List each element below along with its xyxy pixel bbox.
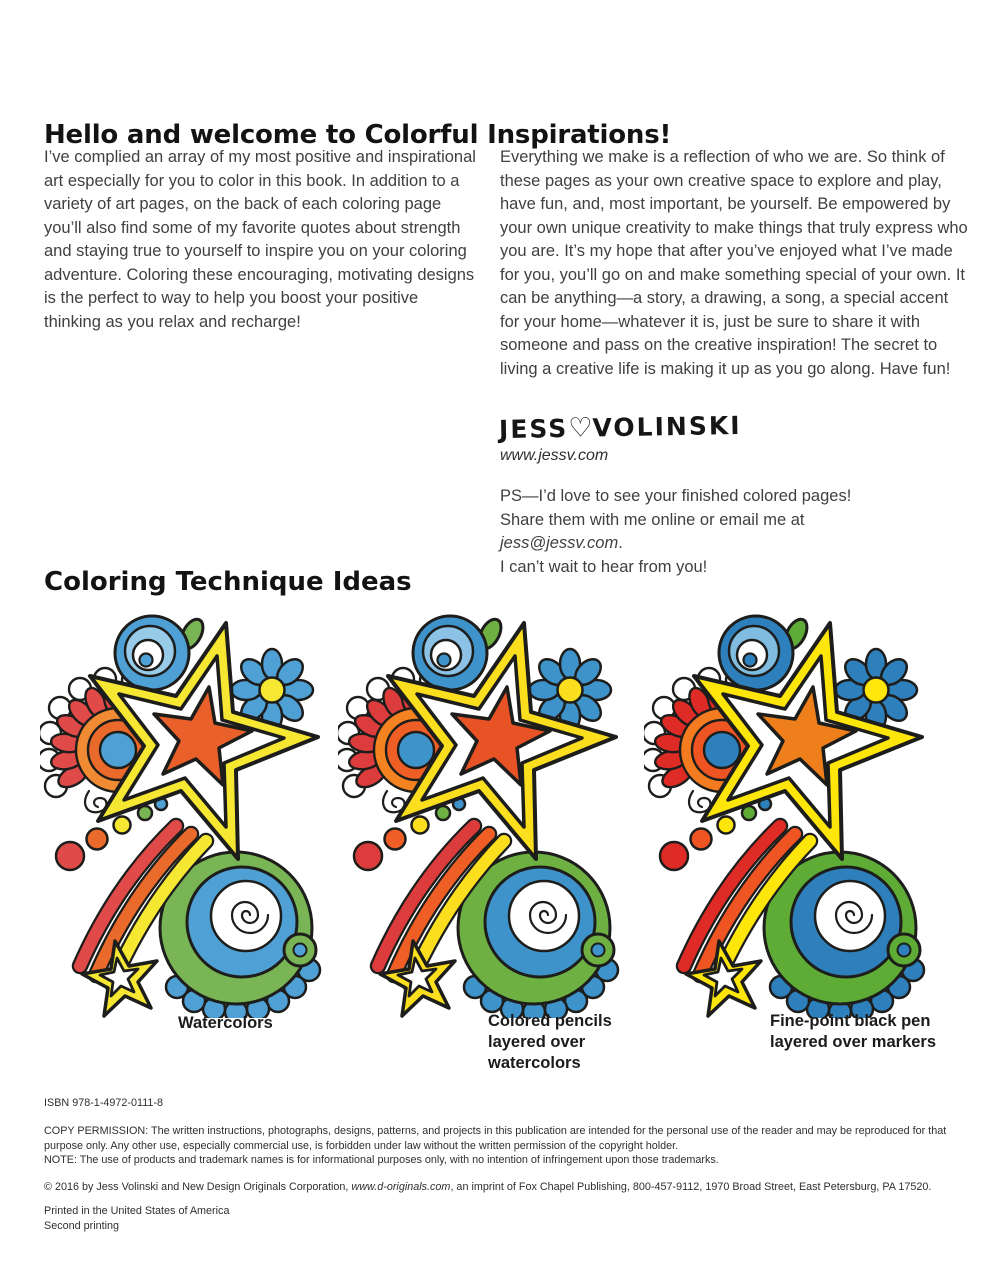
star-doodle-art — [644, 598, 944, 1018]
copy-permission-block — [44, 1124, 960, 1168]
author-signature — [499, 410, 742, 445]
star-doodle-art — [338, 598, 638, 1018]
technique-caption: Watercolors — [178, 1014, 273, 1032]
ps-period: . — [618, 534, 623, 552]
signature-last-name: VOLINSKI — [592, 410, 742, 443]
copy-permission-text: COPY PERMISSION: The written instructions, photographs, designs, patterns, and projects in this publication are intended for the personal use of the reader and may be reproduced for that purpose only. Any other use, especially commercial use, is forbidden under law without the written permission of the copyright holder. — [44, 1125, 947, 1152]
email-address: jess@jessv.com — [500, 534, 619, 552]
ps-line: I can’t wait to hear from you! — [500, 557, 708, 576]
technique-caption: Fine-point black pen layered over markers — [770, 1012, 937, 1051]
section-heading: Coloring Technique Ideas — [44, 566, 412, 597]
heart-icon: ♡ — [568, 412, 593, 444]
star-doodle-art — [40, 598, 340, 1018]
intro-paragraph-right: Everything we make is a reflection of who we are. So think of these pages as your own creative space to explore and play, have fun, and, most important, be yourself. Be empowered by your own unique creativity to make things that truly express who you are. It’s my hope that after you’ve enjoyed what I’ve made for you, you’ll go on and make something special of your own. It can be anything—a story, a drawing, a song, a special accent for your home—whatever it is, just be sure to share it with someone and pass on the creative inspiration! The secret to living a creative life is making it up as you go along. Have fun! — [500, 148, 968, 378]
illustration-watercolors — [40, 598, 340, 1023]
author-website: www.jessv.com — [500, 447, 609, 464]
signature-first-name: JESS — [498, 413, 569, 445]
ps-line: PS—I’d love to see your finished colored pages! — [500, 487, 852, 505]
isbn-text: ISBN 978-1-4972-0111-8 — [44, 1097, 164, 1109]
illustration-colored-pencils — [338, 598, 638, 1023]
intro-paragraph-left: I’ve complied an array of my most positive and inspirational art especially for you to color in this book. In addition to a variety of art pages, on the back of each coloring page you’ll also find some of my favorite quotes about strength and staying true to yourself to inspire you on your coloring adventure. Coloring these encouraging, motivating designs is the perfect to way to help you boost your positive thinking as you relax and recharge! — [44, 148, 476, 331]
printing-info — [44, 1204, 960, 1233]
ps-line — [500, 532, 968, 556]
copyright-text: © 2016 by Jess Volinski and New Design Originals Corporation, www.d-originals.com, an imprint of Fox Chapel Publishing, 800-457-9112, 1970 Broad Street, East Petersburg, PA 17520. — [44, 1181, 932, 1193]
ps-line: Share them with me online or email me at — [500, 510, 805, 529]
printing-text: Second printing — [44, 1219, 120, 1232]
ps-paragraph — [500, 485, 968, 579]
printed-text: Printed in the United States of America — [44, 1205, 230, 1217]
illustration-black-pen-markers — [644, 598, 944, 1023]
note-text: NOTE: The use of products and trademark names is for informational purposes only, with no intention of infringement upon those trademarks. — [44, 1154, 719, 1166]
publisher-website: www.d-originals.com — [351, 1181, 451, 1193]
technique-caption: Colored pencils layered over watercolors — [488, 1012, 612, 1072]
page-title: Hello and welcome to Colorful Inspirations! — [44, 120, 672, 151]
